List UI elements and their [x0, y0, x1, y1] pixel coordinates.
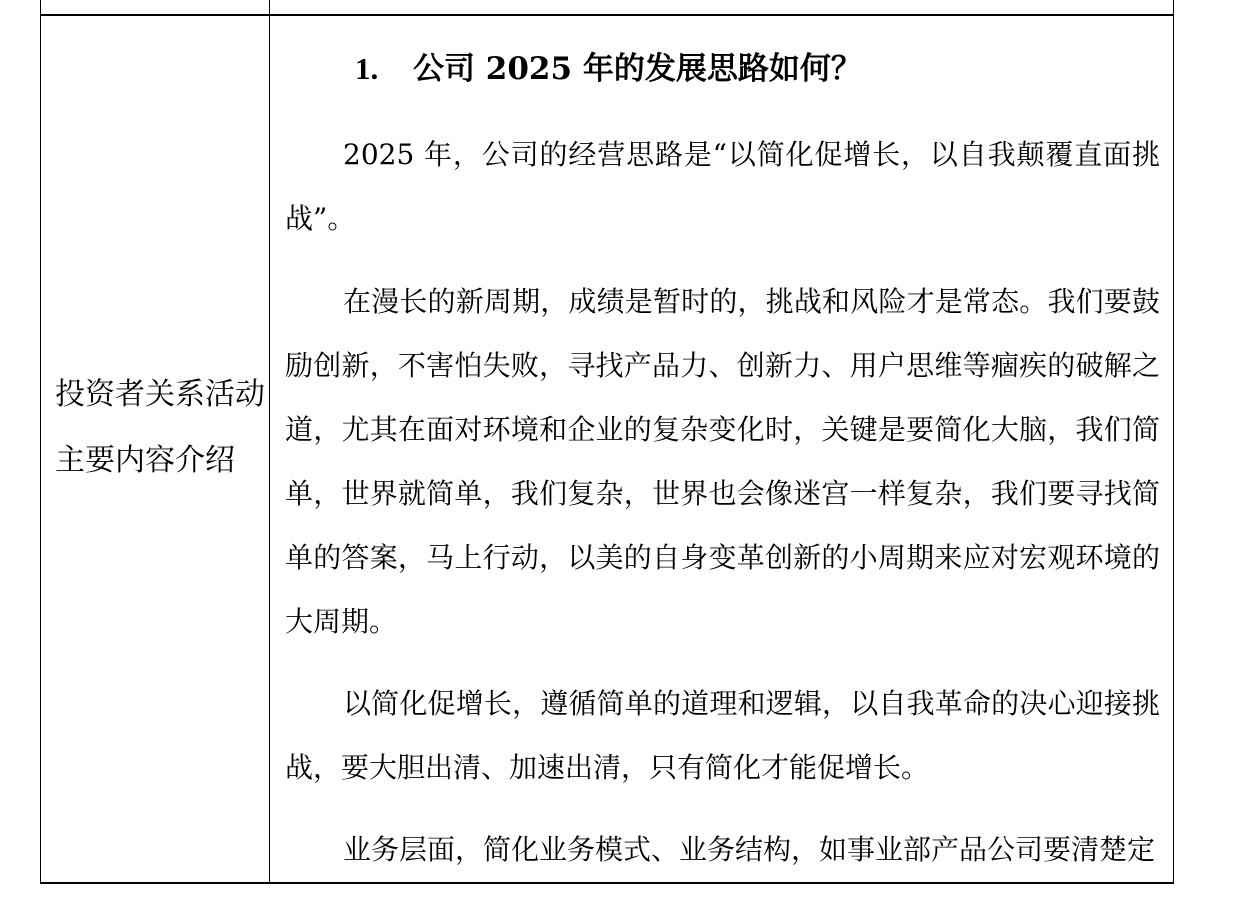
question-number: 1.: [355, 51, 379, 86]
top-row-divider: [40, 14, 1174, 16]
table-left-border: [40, 0, 41, 884]
question-text: 公司 2025 年的发展思路如何？: [413, 51, 862, 87]
row-header-label: 投资者关系活动主要内容介绍: [55, 377, 265, 478]
table-bottom-border: [40, 882, 1174, 884]
paragraph: 2025 年，公司的经营思路是“以简化促增长，以自我颠覆直面挑战”。: [285, 138, 1160, 235]
column-divider: [269, 0, 270, 884]
paragraph: 在漫长的新周期，成绩是暂时的，挑战和风险才是常态。我们要鼓励创新，不害怕失败，寻找产品力、创新力、用户思维等痼疾的破解之道，尤其在面对环境和企业的复杂变化时，关键是要简化大脑，我们简单，世界就简单，我们复杂，世界也会像迷宫一样复杂，我们要寻找简单的答案，马上行动，以美的自身变革创新的小周期来应对宏观环境的大周期。: [285, 285, 1160, 638]
question-heading: [355, 46, 1145, 92]
paragraph: 以简化促增长，遵循简单的道理和逻辑，以自我革命的决心迎接挑战，要大胆出清、加速出清，只有简化才能促增长。: [285, 687, 1160, 784]
table-right-border: [1173, 0, 1174, 884]
paragraph: 业务层面，简化业务模式、业务结构，如事业部产品公司要清楚定: [343, 833, 1156, 866]
